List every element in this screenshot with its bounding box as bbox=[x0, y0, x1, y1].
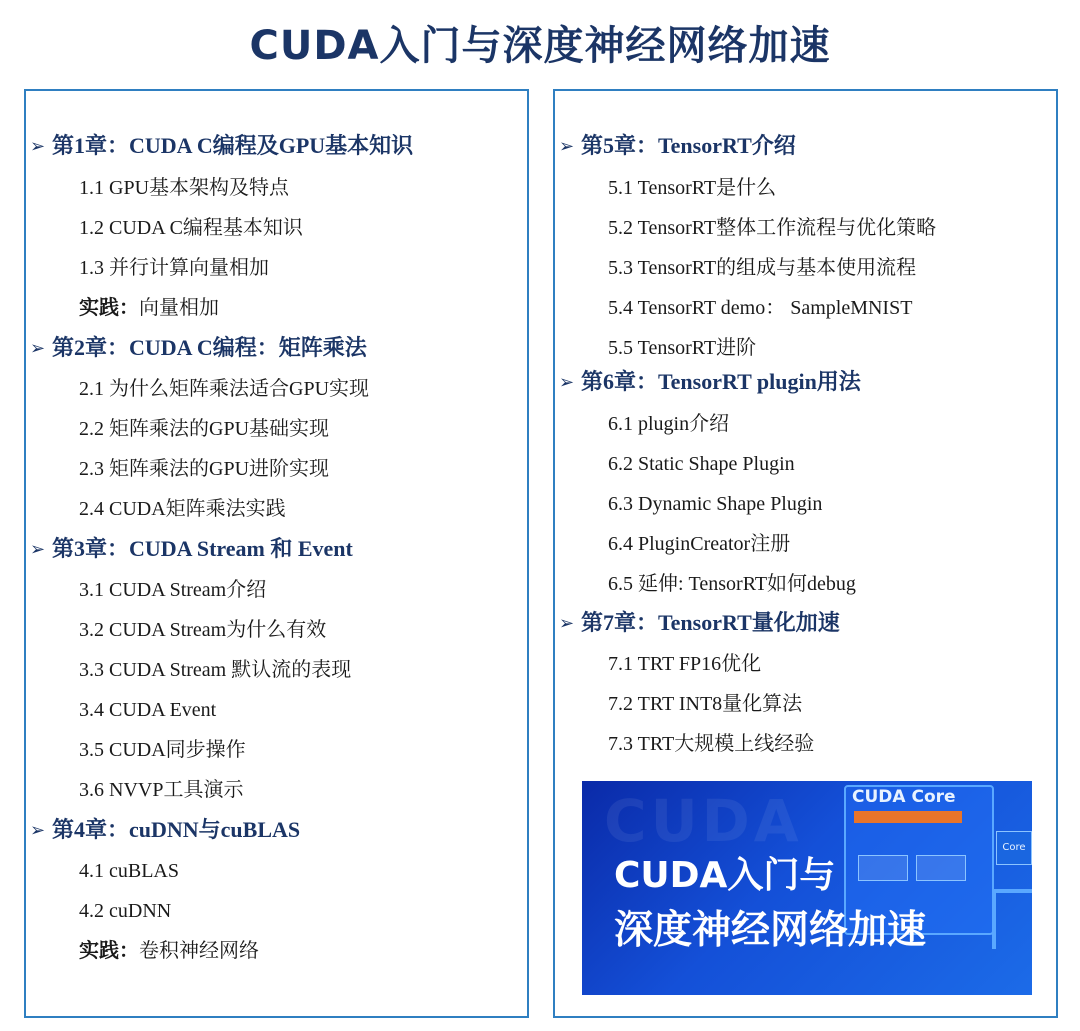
chapter-heading bbox=[30, 131, 413, 161]
section-item: 3.6 NVVP工具演示 bbox=[79, 779, 244, 801]
chapter-heading bbox=[30, 333, 367, 363]
chip-title: CUDA Core bbox=[852, 787, 956, 807]
chapter-heading bbox=[30, 534, 353, 564]
chapter-heading bbox=[559, 367, 861, 397]
section-item: 2.3 矩阵乘法的GPU进阶实现 bbox=[79, 458, 330, 480]
chapter-title: 第6章：TensorRT plugin用法 bbox=[581, 369, 861, 394]
section-item: 3.3 CUDA Stream 默认流的表现 bbox=[79, 659, 352, 681]
chapter-title: 第3章：CUDA Stream 和 Event bbox=[52, 536, 353, 561]
chapter-heading bbox=[30, 815, 300, 845]
section-item: 3.2 CUDA Stream为什么有效 bbox=[79, 619, 327, 641]
banner-title-line2: 深度神经网络加速 bbox=[614, 908, 927, 953]
section-item: 6.1 plugin介绍 bbox=[608, 413, 730, 435]
chip-unit-box bbox=[858, 855, 908, 881]
section-item: 2.2 矩阵乘法的GPU基础实现 bbox=[79, 418, 330, 440]
practice-item bbox=[79, 937, 259, 965]
practice-text: 向量相加 bbox=[139, 297, 219, 319]
section-item: 6.4 PluginCreator注册 bbox=[608, 533, 791, 555]
arrow-right-icon: ➢ bbox=[559, 372, 575, 393]
section-item: 1.2 CUDA C编程基本知识 bbox=[79, 217, 303, 239]
arrow-right-icon: ➢ bbox=[559, 136, 575, 157]
section-item: 7.2 TRT INT8量化算法 bbox=[608, 693, 803, 715]
section-item: 2.1 为什么矩阵乘法适合GPU实现 bbox=[79, 378, 370, 400]
chapter-heading bbox=[559, 608, 840, 638]
arrow-right-icon: ➢ bbox=[30, 136, 46, 157]
right-column bbox=[553, 89, 1058, 1018]
section-item: 5.5 TensorRT进阶 bbox=[608, 337, 757, 359]
section-item: 5.4 TensorRT demo： SampleMNIST bbox=[608, 297, 913, 319]
section-item: 6.5 延伸: TensorRT如何debug bbox=[608, 573, 856, 595]
banner-frame-decoration bbox=[992, 889, 1032, 949]
section-item: 5.1 TensorRT是什么 bbox=[608, 177, 777, 199]
banner-watermark: CUDA bbox=[604, 787, 803, 855]
section-item: 6.2 Static Shape Plugin bbox=[608, 453, 795, 475]
arrow-right-icon: ➢ bbox=[559, 613, 575, 634]
section-item: 1.1 GPU基本架构及特点 bbox=[79, 177, 290, 199]
arrow-right-icon: ➢ bbox=[30, 338, 46, 359]
practice-label: 实践： bbox=[79, 297, 139, 319]
section-item: 3.5 CUDA同步操作 bbox=[79, 739, 246, 761]
section-item: 7.3 TRT大规模上线经验 bbox=[608, 733, 815, 755]
side-core-label: Core bbox=[996, 831, 1032, 865]
section-item: 1.3 并行计算向量相加 bbox=[79, 257, 269, 279]
banner-title-line1: CUDA入门与 bbox=[614, 855, 836, 896]
chapter-title: 第1章：CUDA C编程及GPU基本知识 bbox=[52, 133, 414, 158]
section-item: 3.1 CUDA Stream介绍 bbox=[79, 579, 267, 601]
page-title: CUDA入门与深度神经网络加速 bbox=[249, 23, 831, 69]
chapter-title: 第5章：TensorRT介绍 bbox=[581, 133, 796, 158]
chapter-title: 第7章：TensorRT量化加速 bbox=[581, 610, 840, 635]
arrow-right-icon: ➢ bbox=[30, 539, 46, 560]
section-item: 6.3 Dynamic Shape Plugin bbox=[608, 493, 823, 515]
section-item: 5.2 TensorRT整体工作流程与优化策略 bbox=[608, 217, 937, 239]
chapter-title: 第2章：CUDA C编程：矩阵乘法 bbox=[52, 335, 367, 360]
section-item: 4.2 cuDNN bbox=[79, 900, 172, 922]
practice-label: 实践： bbox=[79, 940, 139, 962]
chapter-heading bbox=[559, 131, 796, 161]
chip-unit-box bbox=[916, 855, 966, 881]
chip-accent-bar bbox=[854, 811, 962, 823]
course-banner-image bbox=[582, 781, 1032, 995]
left-column bbox=[24, 89, 529, 1018]
section-item: 4.1 cuBLAS bbox=[79, 860, 179, 882]
section-item: 2.4 CUDA矩阵乘法实践 bbox=[79, 498, 286, 520]
practice-item bbox=[79, 294, 219, 322]
section-item: 3.4 CUDA Event bbox=[79, 699, 217, 721]
section-item: 7.1 TRT FP16优化 bbox=[608, 653, 762, 675]
arrow-right-icon: ➢ bbox=[30, 820, 46, 841]
practice-text: 卷积神经网络 bbox=[139, 940, 259, 962]
chapter-title: 第4章：cuDNN与cuBLAS bbox=[52, 817, 301, 842]
section-item: 5.3 TensorRT的组成与基本使用流程 bbox=[608, 257, 917, 279]
